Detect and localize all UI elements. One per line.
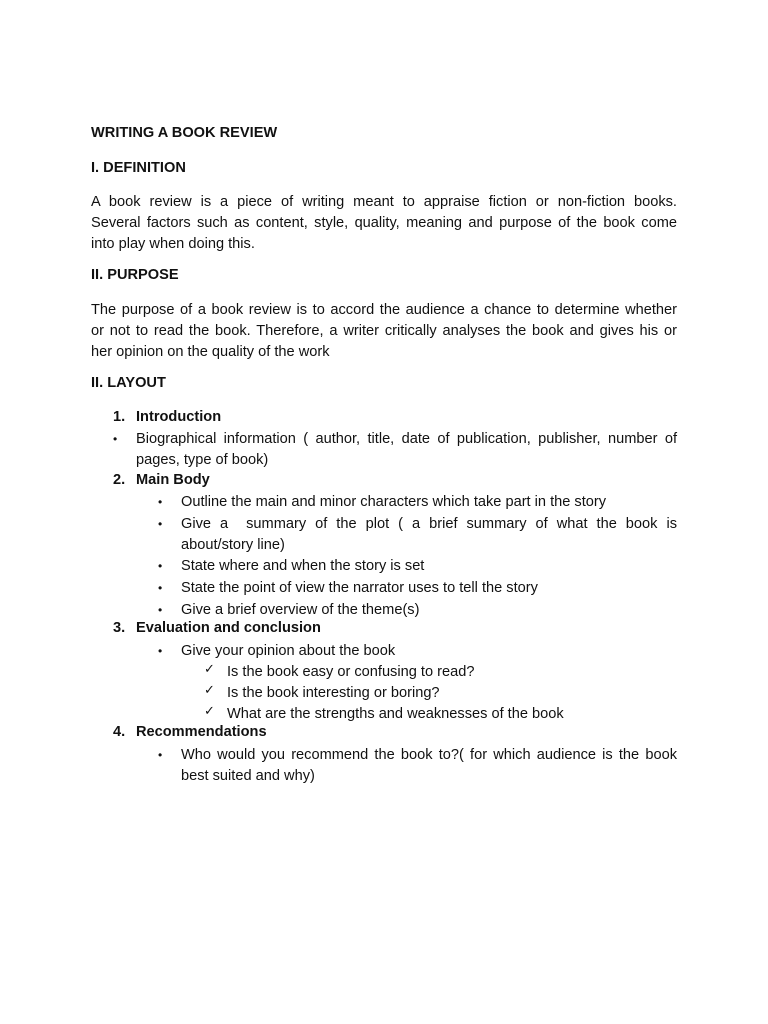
paragraph-line: Several factors such as content, style, quality, meaning and purpose of the book come	[91, 215, 677, 231]
list-item-line: State where and when the story is set	[181, 558, 425, 574]
check-item	[227, 662, 474, 683]
list-item-line: Biographical information ( author, title, date of publication, publisher, number of	[136, 431, 677, 447]
list-item-line: Outline the main and minor characters which take part in the story	[181, 494, 607, 510]
check-item	[227, 683, 440, 704]
bullet-icon: •	[113, 432, 118, 446]
section-number: 2.	[113, 472, 126, 488]
checkmark-icon: ✓	[204, 704, 215, 719]
paragraph-line: or not to read the book. Therefore, a writer critically analyses the book and gives his or	[91, 323, 677, 339]
list-item-line: pages, type of book)	[136, 452, 269, 468]
purpose-heading: II. PURPOSE	[91, 267, 179, 283]
section-label-evaluation: Evaluation and conclusion	[136, 620, 321, 636]
paragraph-line: her opinion on the quality of the work	[91, 344, 330, 360]
list-item-line: Who would you recommend the book to?( for which audience is the book	[181, 747, 677, 763]
list-item-line: best suited and why)	[181, 768, 315, 784]
checkmark-icon: ✓	[204, 683, 215, 698]
list-item	[136, 429, 677, 471]
list-item-line: Give a brief overview of the theme(s)	[181, 602, 420, 618]
paragraph-line: A book review is a piece of writing meant to appraise fiction or non-fiction books.	[91, 194, 677, 210]
list-item	[181, 514, 677, 556]
list-item-line: Give a summary of the plot ( a brief summary of what the book is	[181, 516, 677, 532]
check-item-text: What are the strengths and weaknesses of the book	[227, 706, 564, 722]
check-item-text: Is the book interesting or boring?	[227, 685, 440, 701]
bullet-icon: •	[158, 559, 163, 573]
section-number: 4.	[113, 724, 126, 740]
definition-paragraph	[91, 192, 677, 255]
section-label-recommendations: Recommendations	[136, 724, 267, 740]
list-item	[181, 578, 538, 599]
bullet-icon: •	[158, 581, 163, 595]
bullet-icon: •	[158, 644, 163, 658]
purpose-paragraph	[91, 300, 677, 363]
list-item	[181, 641, 395, 662]
list-item	[181, 492, 606, 513]
section-number: 3.	[113, 620, 126, 636]
check-item	[227, 704, 564, 725]
document-title: WRITING A BOOK REVIEW	[91, 125, 278, 141]
checkmark-icon: ✓	[204, 662, 215, 677]
list-item-line: about/story line)	[181, 537, 285, 553]
list-item-line: State the point of view the narrator uses to tell the story	[181, 580, 538, 596]
list-item-line: Give your opinion about the book	[181, 643, 396, 659]
paragraph-line: into play when doing this.	[91, 236, 255, 252]
section-label-introduction: Introduction	[136, 409, 222, 425]
bullet-icon: •	[158, 748, 163, 762]
bullet-icon: •	[158, 495, 163, 509]
list-item	[181, 745, 677, 787]
definition-heading: I. DEFINITION	[91, 160, 186, 176]
bullet-icon: •	[158, 603, 163, 617]
paragraph-line: The purpose of a book review is to accord the audience a chance to determine whether	[91, 302, 677, 318]
section-number: 1.	[113, 409, 126, 425]
bullet-icon: •	[158, 517, 163, 531]
layout-heading: II. LAYOUT	[91, 375, 166, 391]
list-item	[181, 600, 419, 621]
list-item	[181, 556, 424, 577]
check-item-text: Is the book easy or confusing to read?	[227, 664, 475, 680]
section-label-main-body: Main Body	[136, 472, 210, 488]
